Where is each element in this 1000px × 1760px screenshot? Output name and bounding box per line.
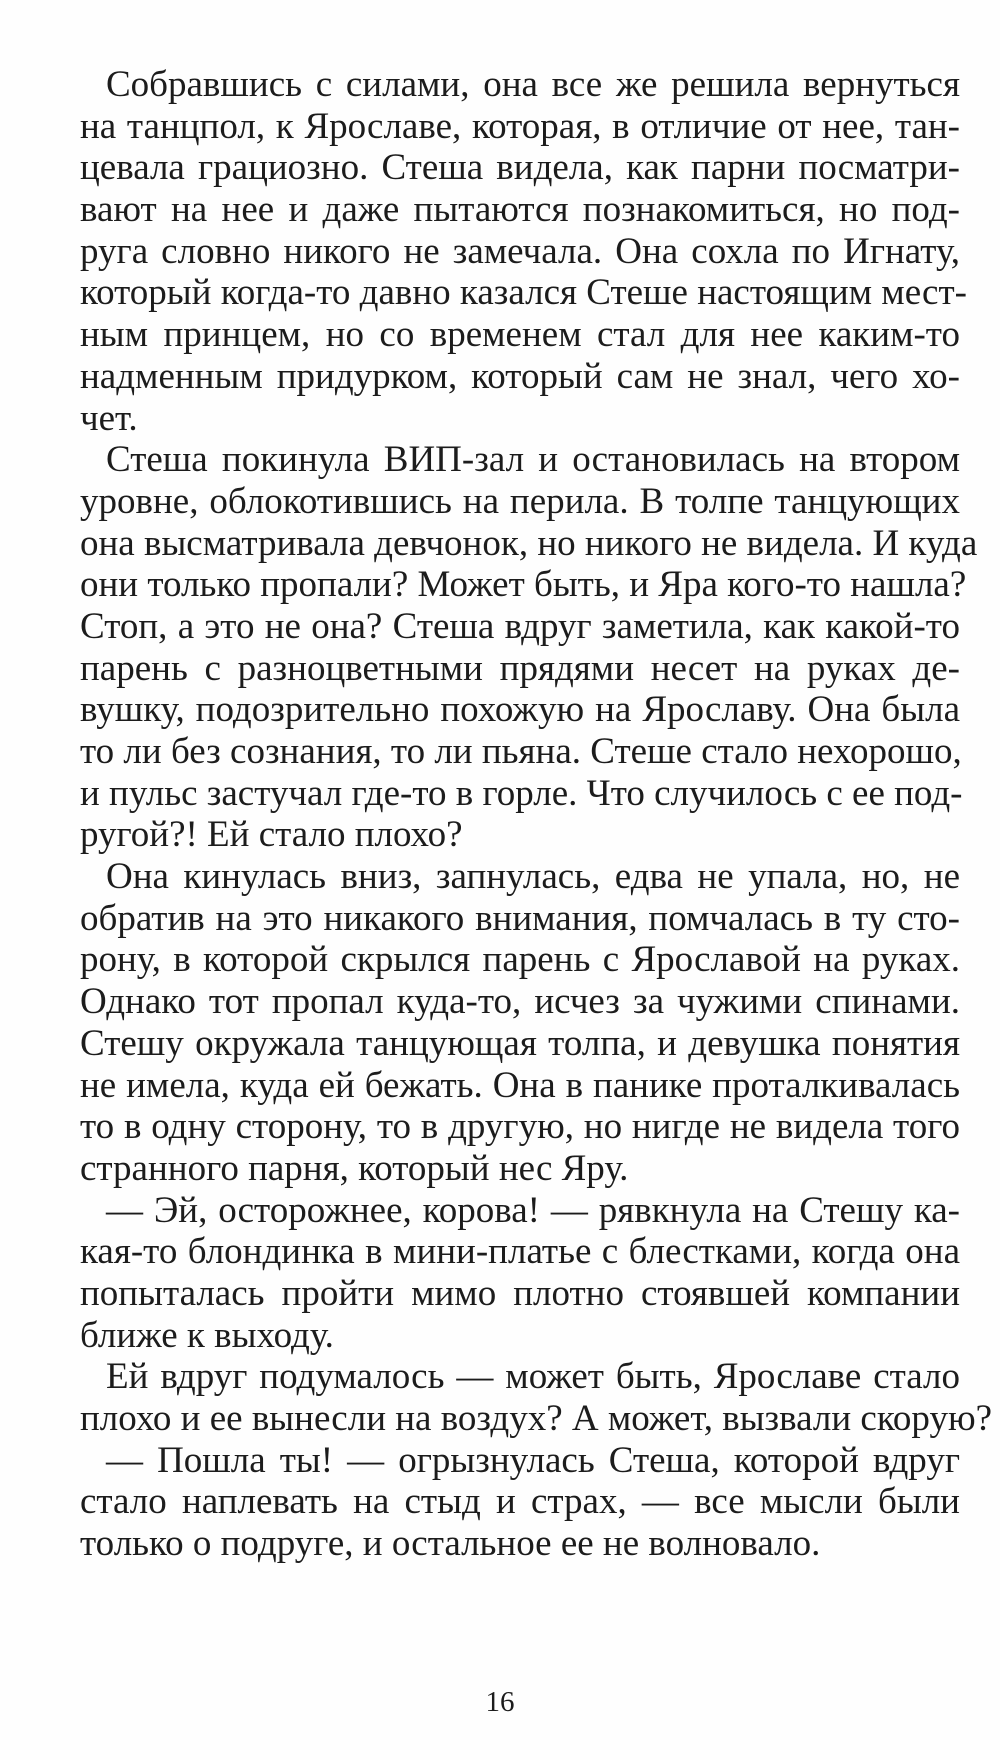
- text-line: обратив на это никакого внимания, помчалась в ту сто-: [80, 897, 960, 939]
- text-line: который когда-то давно казался Стеше настоящим мест-: [80, 272, 967, 314]
- text-line: она высматривала девчонок, но никого не видела. И куда: [80, 522, 978, 564]
- text-line: цевала грациозно. Стеша видела, как парни посматри-: [80, 147, 960, 189]
- paragraph: [80, 1440, 960, 1565]
- text-line: то в одну сторону, то в другую, но нигде не видела того: [80, 1106, 960, 1148]
- text-line: ближе к выходу.: [80, 1314, 334, 1356]
- text-line: то ли без сознания, то ли пьяна. Стеше стало нехорошо,: [80, 731, 962, 772]
- text-line: — Эй, осторожнее, корова! — рявкнула на Стешу ка-: [106, 1189, 960, 1231]
- text-line: вают на нее и даже пытаются познакомиться, но под-: [80, 189, 960, 231]
- paragraph: [80, 64, 967, 439]
- text-line: Стешу окружала танцующая толпа, и девушка понятия: [80, 1022, 960, 1064]
- text-line: Она кинулась вниз, запнулась, едва не упала, но, не: [106, 856, 960, 898]
- paragraph: [80, 856, 960, 1190]
- text-line: чет.: [80, 397, 138, 439]
- text-line: ругой?! Ей стало плохо?: [80, 814, 463, 856]
- text-line: кая-то блондинка в мини-платье с блестками, когда она: [80, 1231, 960, 1273]
- paragraph: [80, 1356, 993, 1439]
- text-line: — Пошла ты! — огрызнулась Стеша, которой вдруг: [106, 1439, 960, 1481]
- text-line: руга словно никого не замечала. Она сохла по Игнату,: [80, 230, 960, 272]
- text-line: Стеша покинула ВИП-зал и остановилась на втором: [106, 439, 960, 481]
- text-line: плохо и ее вынесли на воздух? А может, вызвали скорую?: [80, 1398, 993, 1439]
- text-line: ным принцем, но со временем стал для нее каким-то: [80, 314, 960, 356]
- page-number: 16: [485, 1686, 515, 1718]
- text-line: надменным придурком, который сам не знал, чего хо-: [80, 355, 960, 397]
- text-line: странного парня, который нес Яру.: [80, 1147, 629, 1189]
- text-line: стало наплевать на стыд и страх, — все мысли были: [80, 1481, 960, 1523]
- text-line: парень с разноцветными прядями несет на руках де-: [80, 647, 960, 689]
- text-line: не имела, куда ей бежать. Она в панике проталкивалась: [80, 1064, 960, 1106]
- text-line: Стоп, а это не она? Стеша вдруг заметила, как какой-то: [80, 605, 960, 647]
- text-line: рону, в которой скрылся парень с Ярославой на руках.: [80, 939, 960, 981]
- paragraph: [80, 1190, 960, 1357]
- paragraph: [80, 439, 978, 856]
- text-line: Однако тот пропал куда-то, исчез за чужими спинами.: [80, 981, 960, 1023]
- text-line: уровне, облокотившись на перила. В толпе танцующих: [80, 480, 960, 522]
- text-line: вушку, подозрительно похожую на Ярославу. Она была: [80, 689, 960, 731]
- text-line: только о подруге, и остальное ее не волновало.: [80, 1523, 821, 1565]
- body-text: [80, 64, 993, 1565]
- text-line: Собравшись с силами, она все же решила вернуться: [106, 64, 960, 105]
- text-line: они только пропали? Может быть, и Яра кого-то нашла?: [80, 564, 967, 606]
- text-line: Ей вдруг подумалось — может быть, Ярославе стало: [106, 1356, 960, 1398]
- text-line: на танцпол, к Ярославе, которая, в отличие от нее, тан-: [80, 105, 960, 147]
- text-line: и пульс застучал где-то в горле. Что случилось с ее под-: [80, 772, 963, 814]
- text-line: попыталась пройти мимо плотно стоявшей компании: [80, 1272, 960, 1314]
